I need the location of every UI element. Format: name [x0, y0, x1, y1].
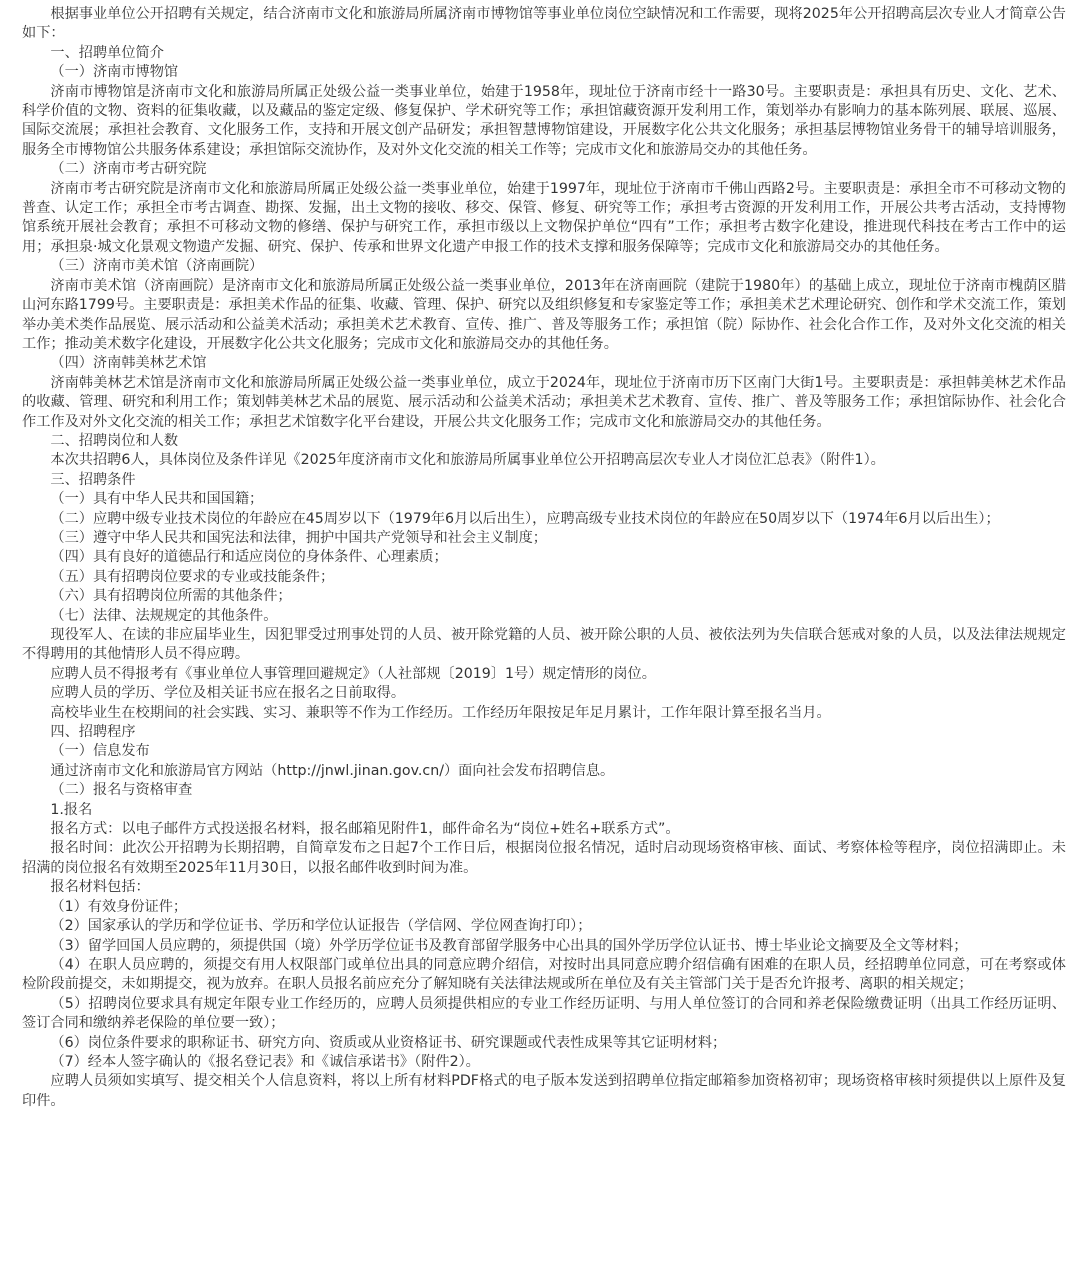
paragraph: 高校毕业生在校期间的社会实践、实习、兼职等不作为工作经历。工作经历年限按足年足月累计，工作年限计算至报名当月。 — [50, 704, 831, 721]
paragraph: 通过济南市文化和旅游局官方网站（http://jnwl.jinan.gov.cn/）面向社会发布招聘信息。 — [50, 762, 615, 779]
paragraph: （三）济南市美术馆（济南画院） — [50, 258, 264, 275]
paragraph: （2）国家承认的学历和学位证书、学历和学位认证报告（学信网、学位网查询打印）； — [50, 918, 592, 935]
paragraph: 应聘人员的学历、学位及相关证书应在报名之日前取得。 — [50, 685, 406, 702]
paragraph: （5）招聘岗位要求具有规定年限专业工作经历的，应聘人员须提供相应的专业工作经历证明、与用人单位签订的合同和养老保险缴费证明（出具工作经历证明、签订合同和缴纳养老保险的单位要一致）； — [22, 995, 1066, 1032]
paragraph: 应聘人员须如实填写、提交相关个人信息资料，将以上所有材料PDF格式的电子版本发送到招聘单位指定邮箱参加资格初审；现场资格审核时须提供以上原件及复印件。 — [22, 1073, 1066, 1109]
paragraph: 报名时间：此次公开招聘为长期招聘，自简章发布之日起7个工作日后，根据岗位报名情况，适时启动现场资格审核、面试、考察体检等程序，岗位招满即止。未招满的岗位报名有效期至2025年11月30日，以报名邮件收到时间为准。 — [22, 840, 1066, 876]
paragraph: （一）信息发布 — [50, 743, 150, 760]
paragraph: 济南市考古研究院是济南市文化和旅游局所属正处级公益一类事业单位，始建于1997年，现址位于济南市千佛山西路2号。主要职责是：承担全市不可移动文物的普查、认定工作；承担全市考古调查、勘探、发掘，出土文物的接收、移交、保管、修复、研究等工作；承担考古资源的开发利用工作，开展公共考古活动，支持博物馆系统开展社会教育；承担不可移动文物的修缮、保护与研究工作，承担市级以上文物保护单位“四有”工作；承担考古数字化建设，推进现代科技在考古工作中的运用；承担泉·城文化景观文物遗产发掘、研究、保护、传承和世界文化遗产申报工作的技术支撑和服务保障等；完成市文化和旅游局交办的其他任务。 — [22, 180, 1066, 255]
paragraph: （一）具有中华人民共和国国籍； — [50, 491, 264, 508]
paragraph: 报名方式：以电子邮件方式投送报名材料，报名邮箱见附件1，邮件命名为“岗位+姓名+联系方式”。 — [50, 821, 680, 838]
paragraph: （1）有效身份证件； — [50, 898, 188, 915]
paragraph: （4）在职人员应聘的，须提交有用人权限部门或单位出具的同意应聘介绍信，对按时出具同意应聘介绍信确有困难的在职人员，经招聘单位同意，可在考察或体检阶段前提交，未如期提交，视为放弃。在职人员报名前应充分了解知晓有关法律法规或所在单位及有关主管部门关于是否允许报考、离职的相关规定； — [22, 956, 1066, 993]
paragraph: （三）遵守中华人民共和国宪法和法律，拥护中国共产党领导和社会主义制度； — [50, 529, 547, 546]
paragraph: 四、招聘程序 — [50, 724, 136, 741]
paragraph: （五）具有招聘岗位要求的专业或技能条件； — [50, 568, 335, 585]
paragraph: 三、招聘条件 — [50, 471, 136, 488]
paragraph: 现役军人、在读的非应届毕业生，因犯罪受过刑事处罚的人员、被开除党籍的人员、被开除公职的人员、被依法列为失信联合惩戒对象的人员，以及法律法规规定不得聘用的其他情形人员不得应聘。 — [22, 627, 1066, 663]
paragraph: （二）应聘中级专业技术岗位的年龄应在45周岁以下（1979年6月以后出生），应聘高级专业技术岗位的年龄应在50周岁以下（1974年6月以后出生）； — [50, 510, 1000, 527]
paragraph: 1.报名 — [50, 801, 93, 818]
paragraph: 济南市美术馆（济南画院）是济南市文化和旅游局所属正处级公益一类事业单位，2013年在济南画院（建院于1980年）的基础上成立，现址位于济南市槐荫区腊山河东路1799号。主要职责是：承担美术作品的征集、收藏、管理、保护、研究以及组织修复和专家鉴定等工作；承担美术艺术理论研究、创作和学术交流工作，策划举办美术类作品展览、展示活动和公益美术活动；承担美术艺术教育、宣传、推广、普及等服务工作；承担馆（院）际协作、社会化合作工作，及对外文化交流的相关工作；推动美术数字化建设，开展数字化公共文化服务；完成市文化和旅游局交办的其他任务。 — [22, 277, 1066, 352]
paragraph: 济南韩美林艺术馆是济南市文化和旅游局所属正处级公益一类事业单位，成立于2024年，现址位于济南市历下区南门大街1号。主要职责是：承担韩美林艺术作品的收藏、管理、研究和利用工作；策划韩美林艺术品的展览、展示活动和公益美术活动；承担美术艺术教育、宣传、推广、普及等服务工作；承担馆际协作、社会化合作工作及对外文化交流的相关工作；承担艺术馆数字化平台建设，开展公共文化服务工作；完成市文化和旅游局交办的其他任务。 — [22, 374, 1066, 430]
paragraph: （六）具有招聘岗位所需的其他条件； — [50, 588, 292, 605]
paragraph: （二）济南市考古研究院 — [50, 161, 207, 178]
paragraph: 根据事业单位公开招聘有关规定，结合济南市文化和旅游局所属济南市博物馆等事业单位岗位空缺情况和工作需要，现将2025年公开招聘高层次专业人才简章公告如下： — [22, 6, 1066, 42]
paragraph: 一、招聘单位简介 — [50, 44, 164, 61]
paragraph: 二、招聘岗位和人数 — [50, 432, 179, 449]
paragraph: （6）岗位条件要求的职称证书、研究方向、资质或从业资格证书、研究课题或代表性成果等其它证明材料； — [50, 1034, 727, 1051]
paragraph: （四）济南韩美林艺术馆 — [50, 355, 207, 372]
paragraph: （七）法律、法规规定的其他条件。 — [50, 607, 278, 624]
paragraph: 本次共招聘6人，具体岗位及条件详见《2025年度济南市文化和旅游局所属事业单位公开招聘高层次专业人才岗位汇总表》（附件1）。 — [50, 452, 885, 469]
paragraph: （7）经本人签字确认的《报名登记表》和《诚信承诺书》（附件2）。 — [50, 1053, 480, 1070]
paragraph: 报名材料包括： — [50, 879, 150, 896]
paragraph: （二）报名与资格审查 — [50, 782, 193, 799]
paragraph: （四）具有良好的道德品行和适应岗位的身体条件、心理素质； — [50, 549, 448, 566]
paragraph: 应聘人员不得报考有《事业单位人事管理回避规定》（人社部规〔2019〕1号）规定情形的岗位。 — [50, 665, 656, 682]
paragraph: 济南市博物馆是济南市文化和旅游局所属正处级公益一类事业单位，始建于1958年，现址位于济南市经十一路30号。主要职责是：承担具有历史、文化、艺术、科学价值的文物、资料的征集收藏，以及藏品的鉴定定级、修复保护、学术研究等工作；承担馆藏资源开发利用工作，策划举办有影响力的基本陈列展、联展、巡展、国际交流展；承担社会教育、文化服务工作，支持和开展文创产品研发；承担智慧博物馆建设，开展数字化公共文化服务；承担基层博物馆业务骨干的辅导培训服务，服务全市博物馆公共服务体系建设；承担馆际交流协作，及对外文化交流的相关工作等；完成市文化和旅游局交办的其他任务。 — [22, 83, 1066, 158]
paragraph: （一）济南市博物馆 — [50, 64, 179, 81]
paragraph: （3）留学回国人员应聘的，须提供国（境）外学历学位证书及教育部留学服务中心出具的国外学历学位认证书、博士毕业论文摘要及全文等材料； — [50, 937, 968, 954]
